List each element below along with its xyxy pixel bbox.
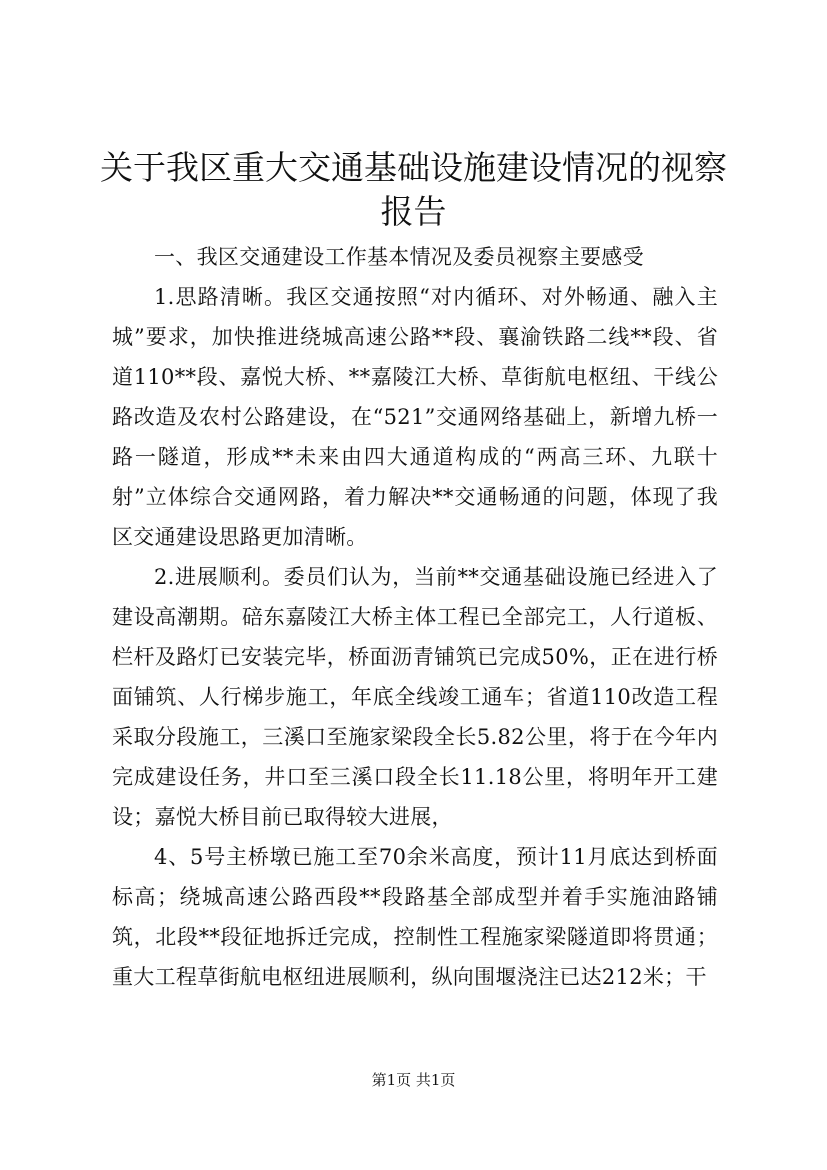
document-title: 关于我区重大交通基础设施建设情况的视察报告 xyxy=(100,148,727,231)
paragraph-bridge-progress: 4、5号主桥墩已施工至70余米高度，预计11月底达到桥面标高；绕城高速公路西段**段路基全部成型并着手实施油路铺筑，北段**段征地拆迁完成，控制性工程施家梁隧道即将贯通；重大工程草街航电枢纽进展顺利，纵向围堰浇注已达212米；干 xyxy=(112,845,718,989)
document-body xyxy=(112,237,718,997)
paragraph-smooth-progress: 2.进展顺利。委员们认为，当前**交通基础设施已经进入了建设高潮期。碚东嘉陵江大桥主体工程已全部完工，人行道板、栏杆及路灯已安装完毕，桥面沥青铺筑已完成50%，正在进行桥面铺筑、人行梯步施工，年底全线竣工通车；省道110改造工程采取分段施工，三溪口至施家梁段全长5.82公里，将于在今年内完成建设任务，井口至三溪口段全长11.18公里，将明年开工建设；嘉悦大桥目前已取得较大进展， xyxy=(112,565,718,829)
section-heading: 一、我区交通建设工作基本情况及委员视察主要感受 xyxy=(154,245,644,269)
paragraph-clear-thinking: 1.思路清晰。我区交通按照“对内循环、对外畅通、融入主城”要求，加快推进绕城高速公路**段、襄渝铁路二线**段、省道110**段、嘉悦大桥、**嘉陵江大桥、草街航电枢纽、干线公路改造及农村公路建设，在“521”交通网络基础上，新增九桥一路一隧道，形成**未来由四大通道构成的“两高三环、九联十射”立体综合交通网路，着力解决**交通畅通的问题，体现了我区交通建设思路更加清晰。 xyxy=(112,285,718,549)
page-footer: 第1页 共1页 xyxy=(371,1071,456,1089)
